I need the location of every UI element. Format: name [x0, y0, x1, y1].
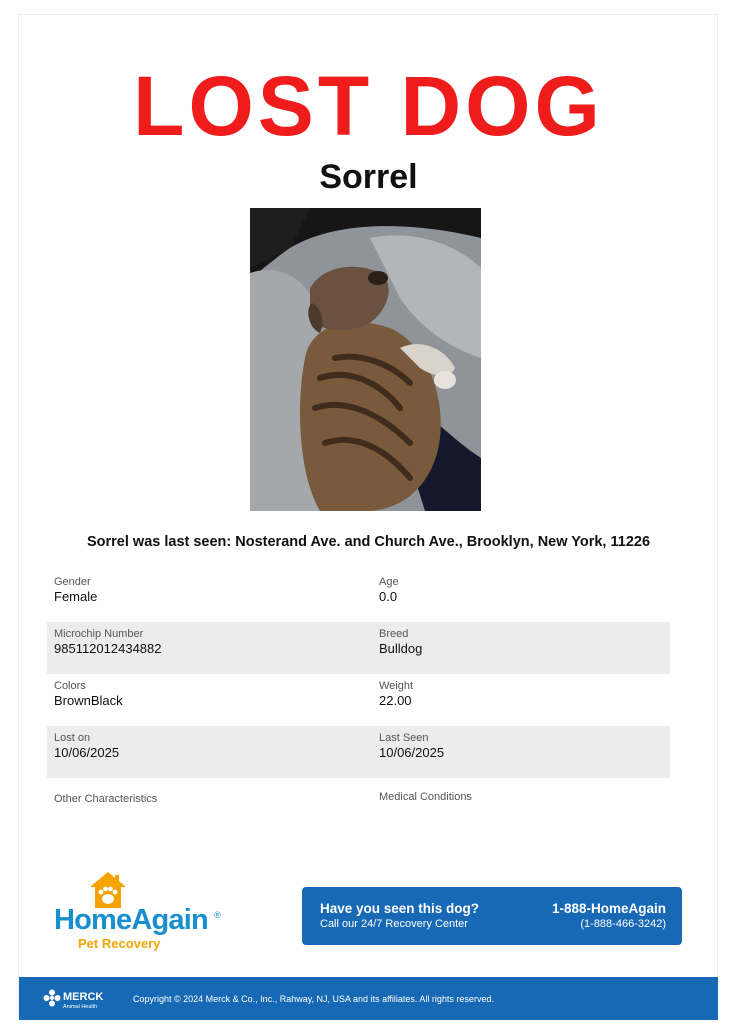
- details-cell-microchip: [47, 622, 372, 674]
- details-cell-medical: [372, 778, 670, 830]
- microchip-value: 985112012434882: [54, 641, 162, 656]
- last-seen-text: Sorrel was last seen: Nosterand Ave. and Church Ave., Brooklyn, New York, 11226: [86, 534, 651, 550]
- details-cell-other: [47, 778, 372, 830]
- merck-name: MERCK: [63, 991, 104, 1003]
- gender-label: Gender: [54, 576, 91, 588]
- details-cell-age: [372, 570, 670, 622]
- cta-subtitle: Call our 24/7 Recovery Center: [320, 918, 468, 930]
- age-label: Age: [379, 576, 399, 588]
- breed-label: Breed: [379, 628, 409, 640]
- microchip-label: Microchip Number: [54, 628, 144, 640]
- details-row: [47, 674, 670, 726]
- lost-on-label: Lost on: [54, 732, 91, 744]
- last-seen-label: Last Seen: [379, 732, 429, 744]
- dog-photo: [250, 208, 481, 511]
- recovery-center-banner: [302, 887, 682, 945]
- cta-phone-digits[interactable]: (1-888-466-3242): [580, 918, 666, 930]
- details-cell-gender: [47, 570, 372, 622]
- last-seen-value: 10/06/2025: [379, 745, 445, 760]
- merck-logo-icon: [43, 989, 61, 1007]
- poster-title: LOST DOG: [133, 59, 604, 153]
- pet-details: [47, 570, 670, 830]
- details-row: [47, 778, 670, 830]
- details-cell-breed: [372, 622, 670, 674]
- details-row: [47, 570, 670, 622]
- footer: [19, 977, 718, 1020]
- brand-registered-mark: ®: [214, 910, 221, 920]
- age-value: 0.0: [379, 589, 398, 604]
- cta-question: Have you seen this dog?: [320, 901, 480, 916]
- details-cell-weight: [372, 674, 670, 726]
- brand-name: HomeAgain: [54, 904, 208, 936]
- weight-label: Weight: [379, 680, 414, 692]
- details-cell-colors: [47, 674, 372, 726]
- details-cell-lost-on: [47, 726, 372, 778]
- pet-name: Sorrel: [319, 158, 418, 196]
- weight-value: 22.00: [379, 693, 412, 708]
- colors-label: Colors: [54, 680, 86, 692]
- brand-tagline: Pet Recovery: [78, 936, 161, 951]
- medical-conditions-label: Medical Conditions: [379, 791, 472, 803]
- breed-value: Bulldog: [379, 641, 423, 656]
- other-characteristics-label: Other Characteristics: [54, 793, 158, 805]
- gender-value: Female: [54, 589, 98, 604]
- details-cell-last-seen: [372, 726, 670, 778]
- details-row: [47, 622, 670, 674]
- copyright-text: Copyright © 2024 Merck & Co., Inc., Rahway, NJ, USA and its affiliates. All rights reserved.: [133, 994, 494, 1004]
- details-row: [47, 726, 670, 778]
- colors-value: BrownBlack: [54, 693, 123, 708]
- homeagain-logo: [54, 870, 224, 954]
- cta-phone[interactable]: 1-888-HomeAgain: [551, 901, 666, 916]
- lost-on-value: 10/06/2025: [54, 745, 120, 760]
- merck-subtitle: Animal Health: [63, 1004, 98, 1010]
